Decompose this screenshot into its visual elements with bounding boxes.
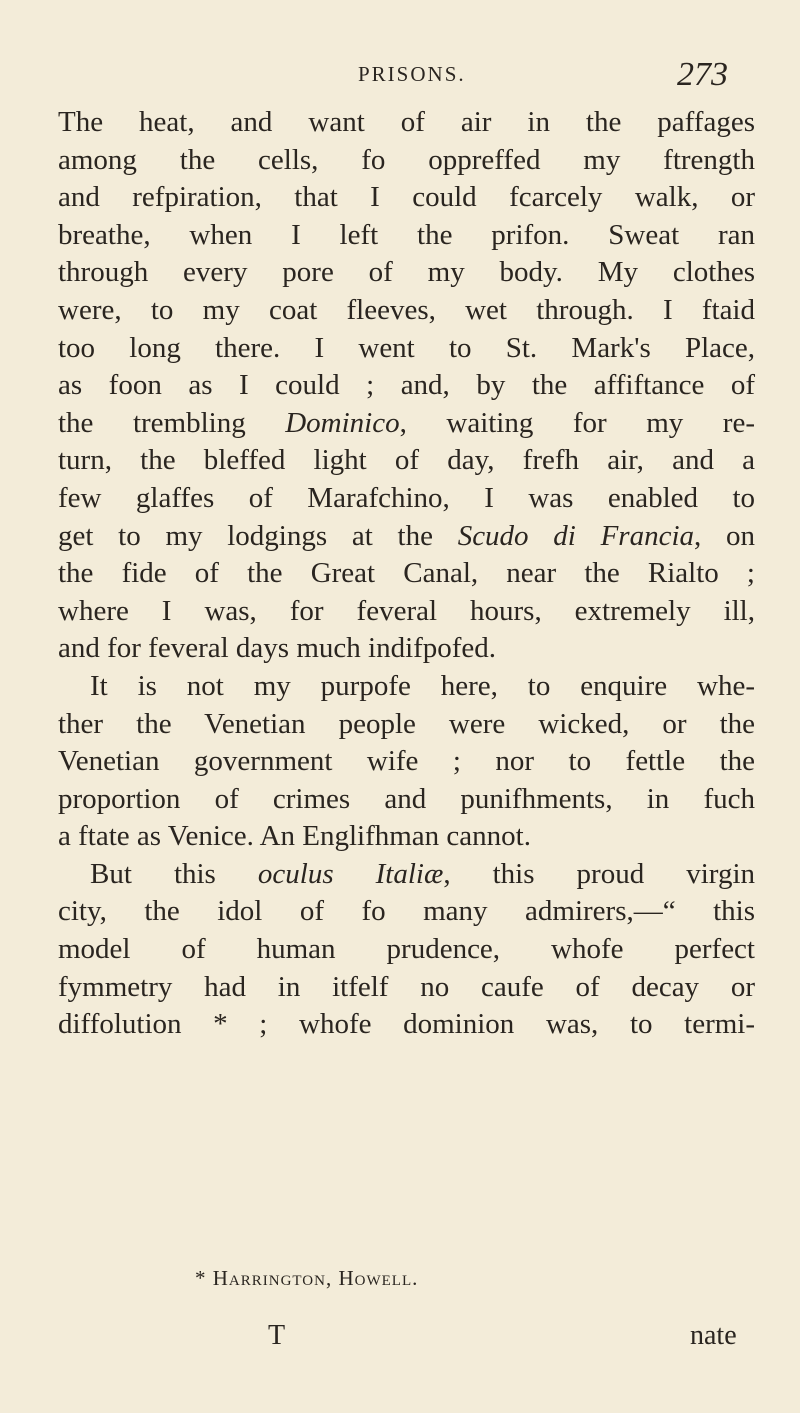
text-line: Venetian government wife ; nor to fettle the <box>58 745 755 778</box>
signature-mark: T <box>268 1320 286 1351</box>
text-line: It is not my purpofe here, to enquire whe- <box>90 669 755 702</box>
text-line: turn, the bleffed light of day, frefh air, and a <box>58 444 755 477</box>
text-line: proportion of crimes and punifhments, in fuch <box>58 782 755 815</box>
catchword: nate <box>690 1320 737 1351</box>
text-line: few glaffes of Marafchino, I was enabled to <box>58 481 755 514</box>
page-footer <box>0 1320 800 1356</box>
running-title: PRISONS. <box>358 62 466 86</box>
text-line: through every pore of my body. My clothes <box>58 256 755 289</box>
running-head <box>0 56 800 102</box>
page-number: 273 <box>677 56 728 93</box>
text-line: fymmetry had in itfelf no caufe of decay or <box>58 970 755 1003</box>
text-line: too long there. I went to St. Mark's Place, <box>58 331 755 364</box>
text-line: among the cells, fo oppreffed my ftrength <box>58 143 755 176</box>
text-line: get to my lodgings at the Scudo di Francia, on <box>58 519 755 552</box>
text-line: a ftate as Venice. An Englifhman cannot. <box>58 820 531 853</box>
text-line: the trembling Dominico, waiting for my re- <box>58 406 755 439</box>
text-line: ther the Venetian people were wicked, or the <box>58 707 755 740</box>
text-line: The heat, and want of air in the paffages <box>58 106 755 138</box>
text-line: were, to my coat fleeves, wet through. I ftaid <box>58 293 755 326</box>
body-text <box>58 104 755 1044</box>
text-line: as foon as I could ; and, by the affiftance of <box>58 369 755 402</box>
text-line: and refpiration, that I could fcarcely walk, or <box>58 181 755 214</box>
text-line: the fide of the Great Canal, near the Rialto ; <box>58 557 755 590</box>
text-line: breathe, when I left the prifon. Sweat ran <box>58 218 755 251</box>
footnote: * Harrington, Howell. <box>195 1266 419 1290</box>
text-line: where I was, for feveral hours, extremely ill, <box>58 594 755 627</box>
text-line: But this oculus Italiæ, this proud virgin <box>90 857 755 890</box>
text-line: city, the idol of fo many admirers,—“ this <box>58 895 755 928</box>
text-line: and for feveral days much indifpofed. <box>58 632 497 665</box>
text-line: model of human prudence, whofe perfect <box>58 933 755 966</box>
text-line: diffolution * ; whofe dominion was, to termi- <box>58 1008 755 1041</box>
